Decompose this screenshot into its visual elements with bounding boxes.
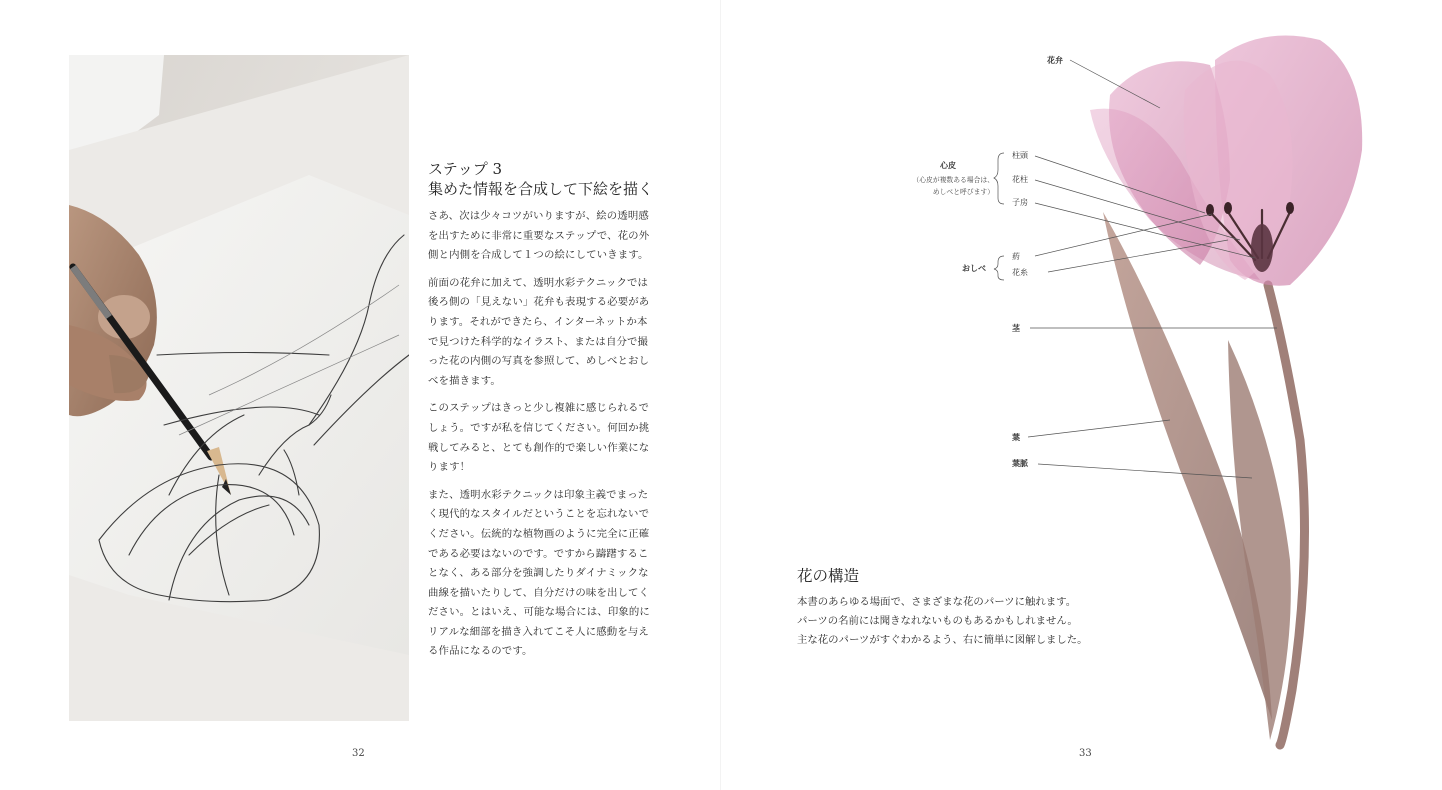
step-paragraph-2: 前面の花弁に加えて、透明水彩テクニックでは後ろ側の「見えない」花弁も表現する必要があります。それができたら、インターネットか本で見つけた科学的なイラスト、または自分で撮った花の内側の写真を参照して、めしべとおしべを描きます。 — [428, 276, 650, 387]
section-title: 花の構造 — [797, 567, 860, 585]
label-filament: 花糸 — [1012, 268, 1028, 277]
label-leaf: 葉 — [1012, 433, 1020, 442]
step-paragraph-3: このステップはきっと少し複雑に感じられるでしょう。ですが私を信じてください。何回か挑戦してみると、とても創作的で楽しい作業になります！ — [428, 402, 650, 474]
section-line-2: パーツの名前には聞きなれないものもあるかもしれません。 — [797, 615, 1078, 627]
step-paragraph-4: また、透明水彩テクニックは印象主義でまったく現代的なスタイルだということを忘れないでください。伝統的な植物画のように完全に正確である必要はないのです。ですから躊躇することなく、ある部分を強調したりダイナミックな曲線を描いたりして、自分だけの味を出してください。とはいえ、可能な場合には、印象的にリアルな細部を描き入れてこそ人に感動を与える作品になるのです。 — [428, 488, 650, 658]
label-stigma: 柱頭 — [1012, 151, 1028, 160]
flower-structure-section — [797, 566, 1097, 650]
step-title: 集めた情報を合成して下絵を描く — [428, 180, 654, 198]
label-anther: 葯 — [1012, 252, 1020, 261]
step-label: ステップ 3 — [428, 160, 503, 178]
pistil-note-line-1: （心皮が複数ある場合は、 — [912, 176, 994, 184]
label-stamen: おしべ — [962, 264, 986, 273]
page-number-right: 33 — [1079, 748, 1092, 759]
label-stem: 茎 — [1012, 324, 1020, 333]
label-pistil: 心皮 — [940, 161, 956, 170]
page-number-left: 32 — [352, 748, 365, 759]
label-style: 花柱 — [1012, 175, 1028, 184]
label-ovary: 子房 — [1012, 198, 1028, 207]
pistil-note — [890, 174, 994, 198]
label-leaf-vein: 葉脈 — [1012, 459, 1028, 468]
ovary-shape — [1251, 224, 1273, 272]
label-petal: 花弁 — [1047, 56, 1063, 65]
section-line-1: 本書のあらゆる場面で、さまざまな花のパーツに触れます。 — [797, 596, 1077, 608]
step-paragraph-1: さあ、次は少々コツがいりますが、絵の透明感を出すために非常に重要なステップで、花の外側と内側を合成して１つの絵にしていきます。 — [428, 210, 650, 262]
pistil-note-line-2: めしべと呼びます） — [932, 188, 994, 196]
section-line-3: 主な花のパーツがすぐわかるよう、右に簡単に図解しました。 — [797, 634, 1088, 646]
